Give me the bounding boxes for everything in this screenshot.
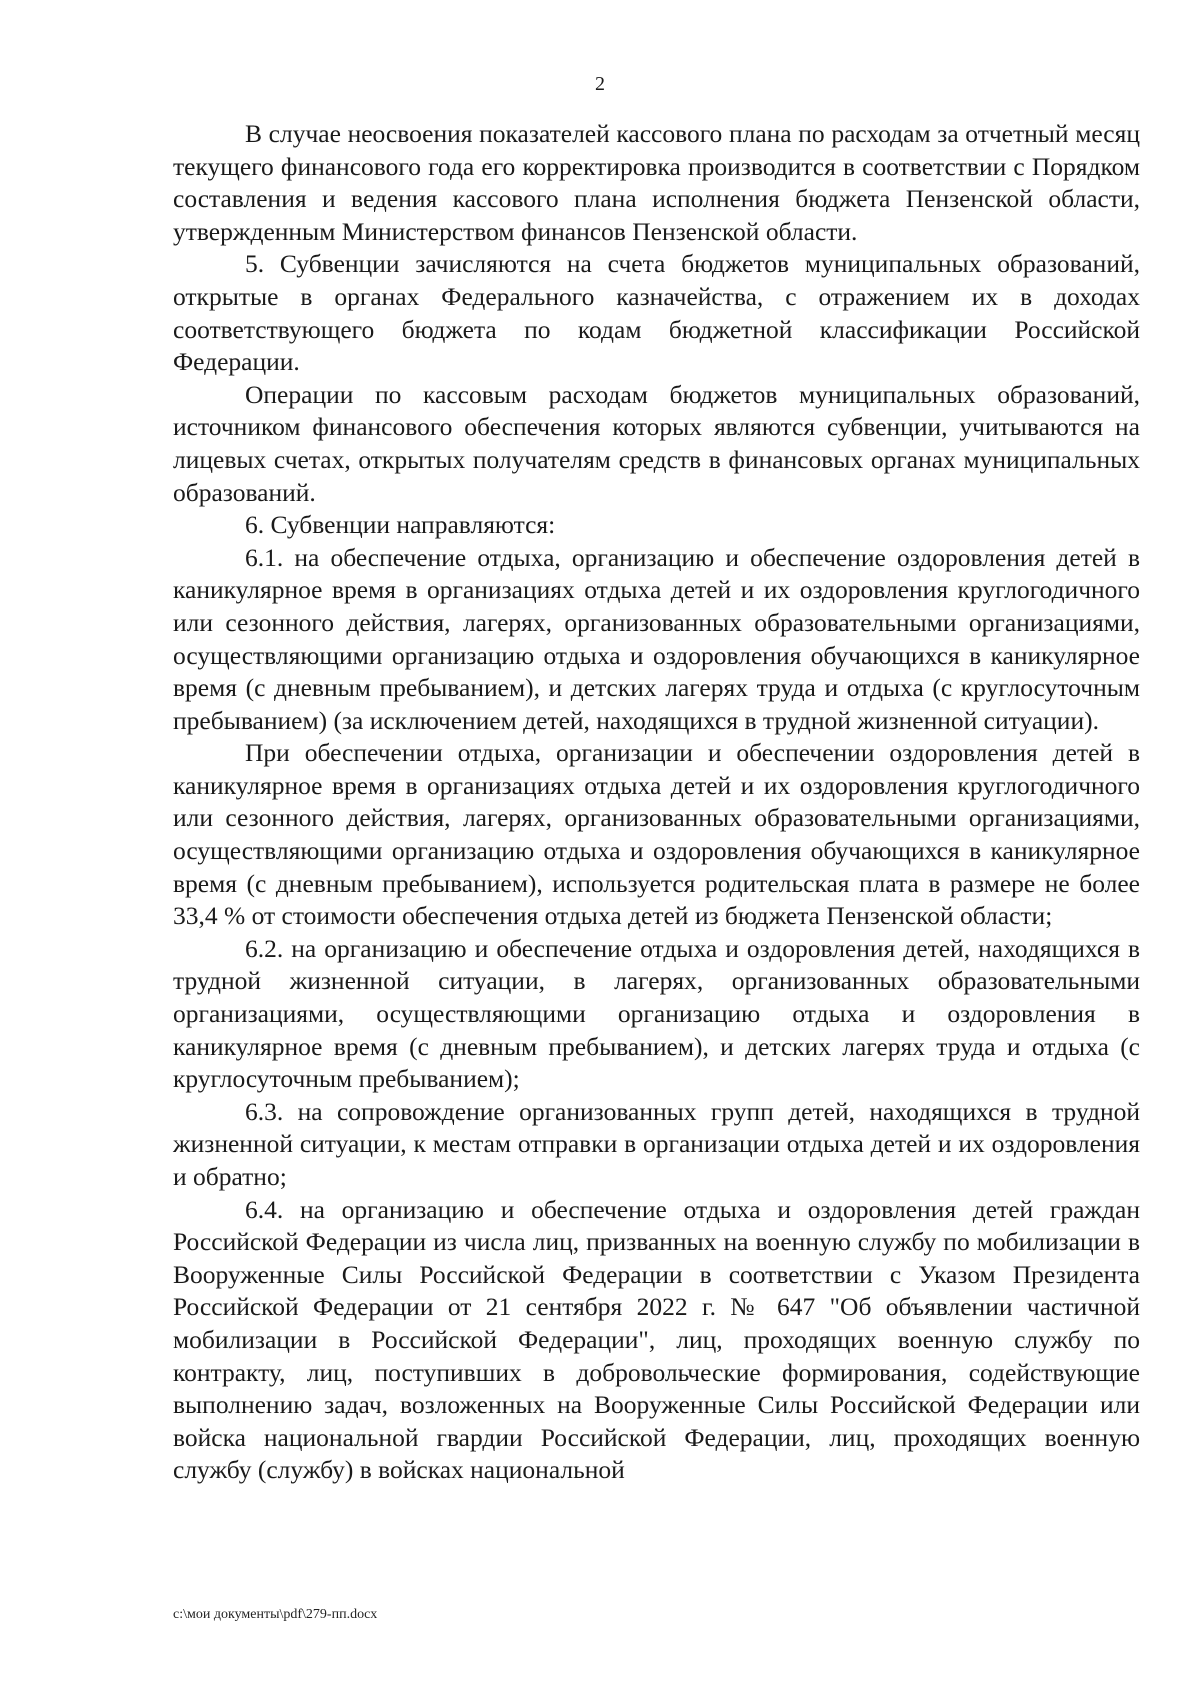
paragraph-5: 5. Субвенции зачисляются на счета бюджетов муниципальных образований, открытые в органах Федерального казначейства, с отражением их в доходах соответствующего бюджета по кодам бюджетной классификации Российской Федерации. [173, 249, 1140, 377]
footer-file-path: c:\мои документы\pdf\279-пп.docx [173, 1607, 378, 1622]
paragraph-6-1: 6.1. на обеспечение отдыха, организацию и обеспечение оздоровления детей в каникулярное время в организациях отдыха детей и их оздоровления круглогодичного или сезонного действия, лагерях, организованных образовательными организациями, осуществляющими организацию отдыха и оздоровления обучающихся в каникулярное время (с дневным пребыванием), и детских лагерях труда и отдыха (с круглосуточным пребыванием) (за исключением детей, находящихся в трудной жизненной ситуации). [173, 542, 1140, 735]
paragraph-6-3: 6.3. на сопровождение организованных групп детей, находящихся в трудной жизненной ситуации, к местам отправки в организации отдыха детей и их оздоровления и обратно; [173, 1096, 1140, 1191]
paragraph-6-2: 6.2. на организацию и обеспечение отдыха и оздоровления детей, находящихся в трудной жизненной ситуации, в лагерях, организованных образовательными организациями, осуществляющими организацию отдыха и оздоровления в каникулярное время (с дневным пребыванием), и детских лагерях труда и отдыха (с круглосуточным пребыванием); [173, 933, 1140, 1094]
document-body [173, 118, 1140, 1487]
paragraph-parental-fee: При обеспечении отдыха, организации и обеспечении оздоровления детей в каникулярное время в организациях отдыха детей и их оздоровления круглогодичного или сезонного действия, лагерях, организованных образовательными организациями, осуществляющими организацию отдыха и оздоровления обучающихся в каникулярное время (с дневным пребыванием), используется родительская плата в размере не более 33,4 % от стоимости обеспечения отдыха детей из бюджета Пензенской области; [173, 738, 1140, 931]
paragraph-cash-plan: В случае неосвоения показателей кассового плана по расходам за отчетный месяц текущего финансового года его корректировка производится в соответствии с Порядком составления и ведения кассового плана исполнения бюджета Пензенской области, утвержденным Министерством финансов Пензенской области. [173, 119, 1140, 246]
paragraph-cash-operations: Операции по кассовым расходам бюджетов муниципальных образований, источником финансового обеспечения которых являются субвенции, учитываются на лицевых счетах, открытых получателям средств в финансовых органах муниципальных образований. [173, 379, 1140, 507]
paragraph-6-4: 6.4. на организацию и обеспечение отдыха и оздоровления детей граждан Российской Федерации из числа лиц, призванных на военную службу по мобилизации в Вооруженные Силы Российской Федерации в соответствии с Указом Президента Российской Федерации от 21 сентября 2022 г. № 647 "Об объявлении частичной мобилизации в Российской Федерации", лиц, проходящих военную службу по контракту, лиц, поступивших в добровольческие формирования, содействующие выполнению задач, возложенных на Вооруженные Силы Российской Федерации или войска национальной гвардии Российской Федерации, лиц, проходящих военную службу (службу) в войсках национальной [173, 1194, 1140, 1485]
page-number: 2 [595, 73, 605, 95]
paragraph-6: 6. Субвенции направляются: [245, 510, 556, 540]
